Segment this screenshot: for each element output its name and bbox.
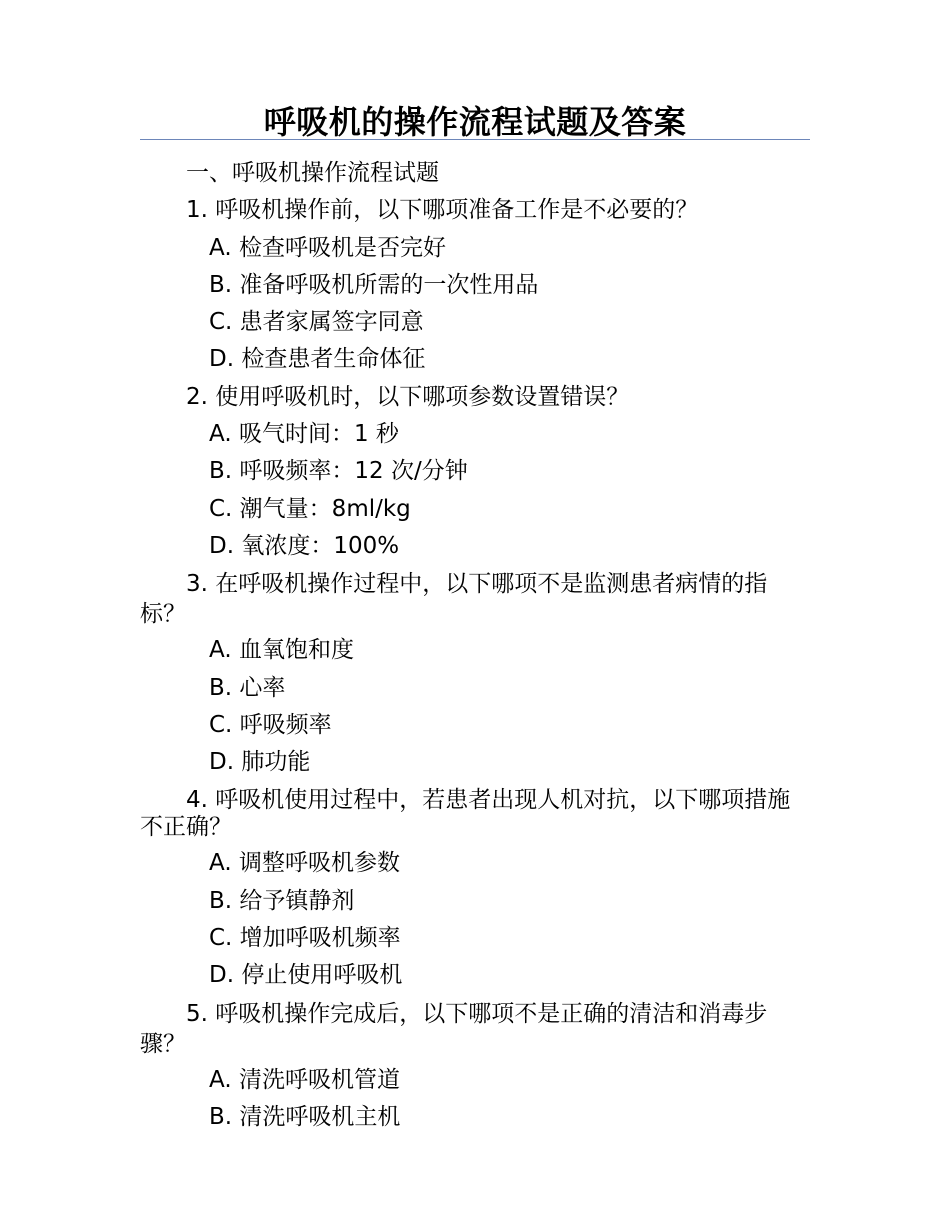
option-c: C. 呼吸频率 <box>209 711 332 738</box>
option-b: B. 清洗呼吸机主机 <box>209 1103 401 1130</box>
section-heading: 一、呼吸机操作流程试题 <box>186 160 439 186</box>
option-d: D. 肺功能 <box>209 749 311 776</box>
document-title: 呼吸机的操作流程试题及答案 <box>263 103 687 141</box>
option-b: B. 呼吸频率：12 次/分钟 <box>209 458 468 485</box>
question-text: 3. 在呼吸机操作过程中，以下哪项不是监测患者病情的指标？ <box>140 571 768 628</box>
title-underline <box>140 139 810 140</box>
option-a: A. 清洗呼吸机管道 <box>209 1066 400 1093</box>
option-a: A. 调整呼吸机参数 <box>209 850 400 877</box>
option-c: C. 患者家属签字同意 <box>209 309 424 336</box>
question-text: 1. 呼吸机操作前，以下哪项准备工作是不必要的？ <box>186 197 699 224</box>
question-block <box>140 379 810 565</box>
option-c: C. 潮气量：8ml/kg <box>209 495 411 522</box>
question-block <box>140 192 810 378</box>
question-block <box>140 569 810 781</box>
question-text: 5. 呼吸机操作完成后，以下哪项不是正确的清洁和消毒步骤？ <box>140 1000 768 1057</box>
option-d: D. 检查患者生命体征 <box>209 346 426 373</box>
question-block <box>140 787 810 994</box>
option-d: D. 氧浓度：100% <box>209 532 400 559</box>
option-b: B. 给予镇静剂 <box>209 887 355 914</box>
option-a: A. 检查呼吸机是否完好 <box>209 234 446 261</box>
question-text: 2. 使用呼吸机时，以下哪项参数设置错误？ <box>186 383 630 410</box>
option-a: A. 吸气时间：1 秒 <box>209 421 399 448</box>
option-a: A. 血氧饱和度 <box>209 637 354 664</box>
option-c: C. 增加呼吸机频率 <box>209 925 401 952</box>
option-d: D. 停止使用呼吸机 <box>209 962 403 989</box>
question-block <box>140 999 810 1137</box>
document-body <box>140 155 810 1136</box>
question-text: 4. 呼吸机使用过程中，若患者出现人机对抗，以下哪项措施不正确？ <box>140 787 791 841</box>
option-b: B. 心率 <box>209 674 286 701</box>
option-b: B. 准备呼吸机所需的一次性用品 <box>209 271 539 298</box>
